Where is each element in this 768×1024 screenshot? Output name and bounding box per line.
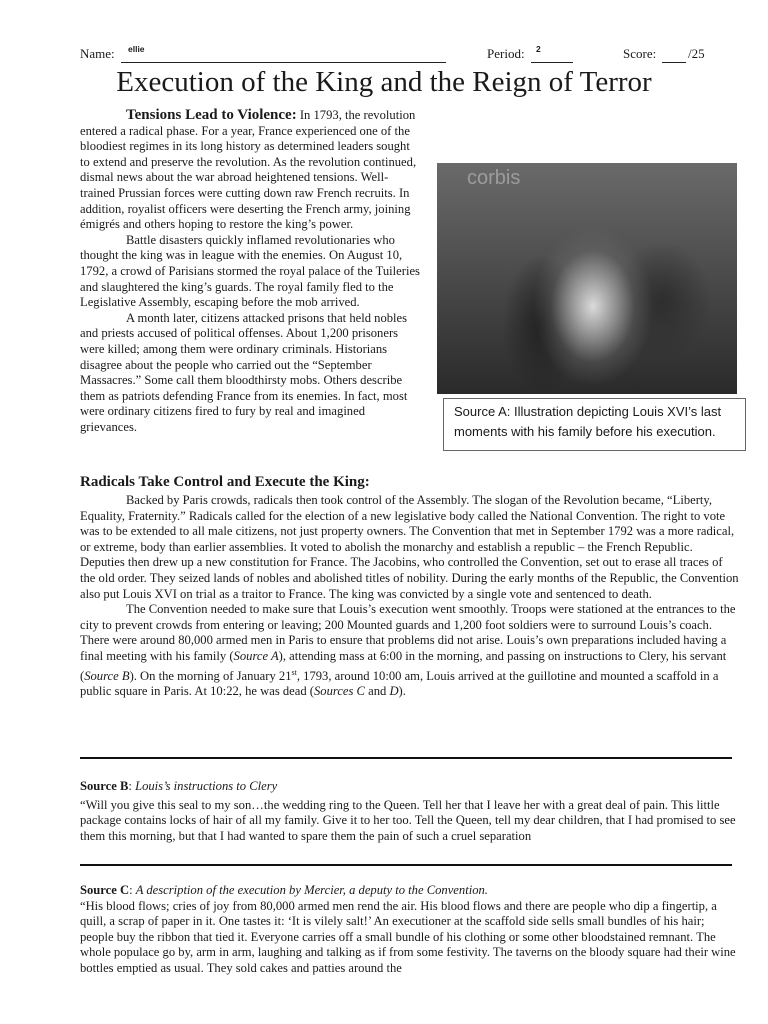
source-c-colon: :	[129, 883, 136, 897]
section-tensions-p2: Battle disasters quickly inflamed revolutionaries who thought the king was in league with the enemies. On August 10, 1792, a crowd of Parisians stormed the royal palace of the Tuileries and slaughtered the king’s guards. The royal family fled to the Legislative Assembly, escaping before the mob arrived.	[80, 232, 420, 310]
score-suffix: /25	[688, 46, 705, 61]
name-value: ellie	[128, 44, 145, 54]
section-radicals-heading: Radicals Take Control and Execute the King:	[80, 474, 370, 490]
score-line[interactable]	[662, 48, 686, 63]
source-a-caption: Source A: Illustration depicting Louis XVI’s last moments with his family before his execution.	[443, 398, 746, 451]
page-title: Execution of the King and the Reign of Terror	[116, 66, 652, 98]
p2-source-d-ref: D	[389, 684, 399, 699]
p2-text-b: ), attending mass at 6:00 in the morning, and passing on instructions to Clery, his servant (	[80, 648, 727, 683]
period-label: Period:	[487, 46, 525, 61]
section-radicals-p2	[80, 602, 740, 700]
source-c-desc: A description of the execution by Mercier, a deputy to the Convention.	[135, 883, 488, 897]
p2-superscript: st	[291, 667, 297, 677]
source-c	[80, 883, 740, 977]
source-b-desc: Louis’s instructions to Clery	[135, 779, 278, 793]
p2-text-f: ).	[398, 684, 406, 699]
source-c-title	[80, 883, 740, 899]
section-tensions-heading: Tensions Lead to Violence:	[126, 107, 297, 123]
watermark-text: corbis	[467, 167, 521, 189]
p2-text-c: ). On the morning of January 21	[129, 668, 292, 683]
section-tensions-p3: A month later, citizens attacked prisons that held nobles and priests accused of political offenses. About 1,200 prisoners were killed; among them were ordinary criminals. Historians disagree about the people who carried out the “September Massacres.” Some call them bloodthirsty mobs. Others describe them as patriots defending France from its enemies. In fact, most were ordinary citizens fired to fury by real and imagined grievances.	[80, 310, 408, 434]
section-tensions	[80, 108, 742, 453]
source-b-title	[80, 779, 740, 795]
source-b-label: Source B	[80, 779, 129, 793]
p2-source-b-ref: Source B	[84, 668, 130, 683]
p2-source-c-ref: Sources C	[314, 684, 365, 699]
period-value: 2	[536, 44, 541, 54]
p2-text-a: The Convention needed to make sure that Louis’s execution went smoothly. Troops were stationed at the entrances to the city to prevent crowds from entering or leaving; 200 Mounted guards and 1,200 foot soldiers were to surround Louis’s coach. There were around 80,000 armed men in Paris to ensure that problems did not arise. Louis’s own preparations included having a final meeting with his family (	[80, 602, 736, 663]
source-c-label: Source C	[80, 883, 130, 897]
image-spacer	[422, 108, 742, 453]
name-label: Name:	[80, 46, 115, 61]
divider-2	[80, 864, 732, 866]
divider-1	[80, 757, 732, 759]
source-b	[80, 779, 740, 844]
section-radicals-p1: Backed by Paris crowds, radicals then took control of the Assembly. The slogan of the Revolution became, “Liberty, Equality, Fraternity.” Radicals called for the election of a new legislative body called the National Convention. The right to vote was to be extended to all male citizens, not just property owners. The Convention that met in September 1792 was a more radical, or extreme, body than earlier assemblies. It voted to abolish the monarchy and establish a republic – the French Republic. Deputies then drew up a new constitution for France. The Jacobins, who controlled the Convention, set out to erase all traces of the old order. They seized lands of nobles and abolished titles of nobility. During the early months of the Republic, the Convention also put Louis XVI on trial as a traitor to France. The king was convicted by a single vote and sentenced to death.	[80, 493, 739, 601]
section-tensions-lead: In 1793, the revolution entered a radical phase. For a year, France experienced one of the bloodiest regimes in its long history as determined leaders sought to extend and preserve the revolution. As the revolution continued, dismal news about the war abroad heightened tensions. Well-trained Prussian forces were cutting down raw French recruits. In addition, royalist officers were deserting the French army, joining émigrés and others hoping to restore the king’s power.	[80, 108, 417, 232]
source-c-text: “His blood flows; cries of joy from 80,000 armed men rend the air. His blood flows and there are people who dip a fingertip, a quill, a scrap of paper in it. One tastes it: ‘It is vilely salt!’ An executioner at the scaffold side sells small bundles of his hair; people buy the ribbon that tied it. Everyone carries off a small bundle of his clothing or some other bloodstained remnant. The whole populace go by, arm in arm, laughing and talking as if from some festivity. The taverns on the bloody square had their wine bottles emptied as usual. They sold cakes and patties around the	[80, 898, 736, 975]
source-b-text: “Will you give this seal to my son…the wedding ring to the Queen. Tell her that I leave her with a great deal of pain. This little package contains locks of hair of all my family. Give it to her too. Tell the Queen, tell my dear children, that I had promised to see them this morning, but that I had wanted to spare them the pain of such a cruel separation	[80, 797, 736, 843]
name-line[interactable]	[121, 48, 446, 63]
p2-text-e: and	[364, 684, 390, 699]
section-radicals	[80, 493, 740, 700]
score-label: Score:	[623, 46, 657, 61]
source-b-colon: :	[128, 779, 136, 793]
p2-text-d: , 1793, around 10:00 am, Louis arrived at the guillotine and mounted a scaffold in a public square in Paris. At 10:22, he was dead (	[80, 668, 719, 699]
p2-source-a-ref: Source A	[233, 648, 279, 663]
